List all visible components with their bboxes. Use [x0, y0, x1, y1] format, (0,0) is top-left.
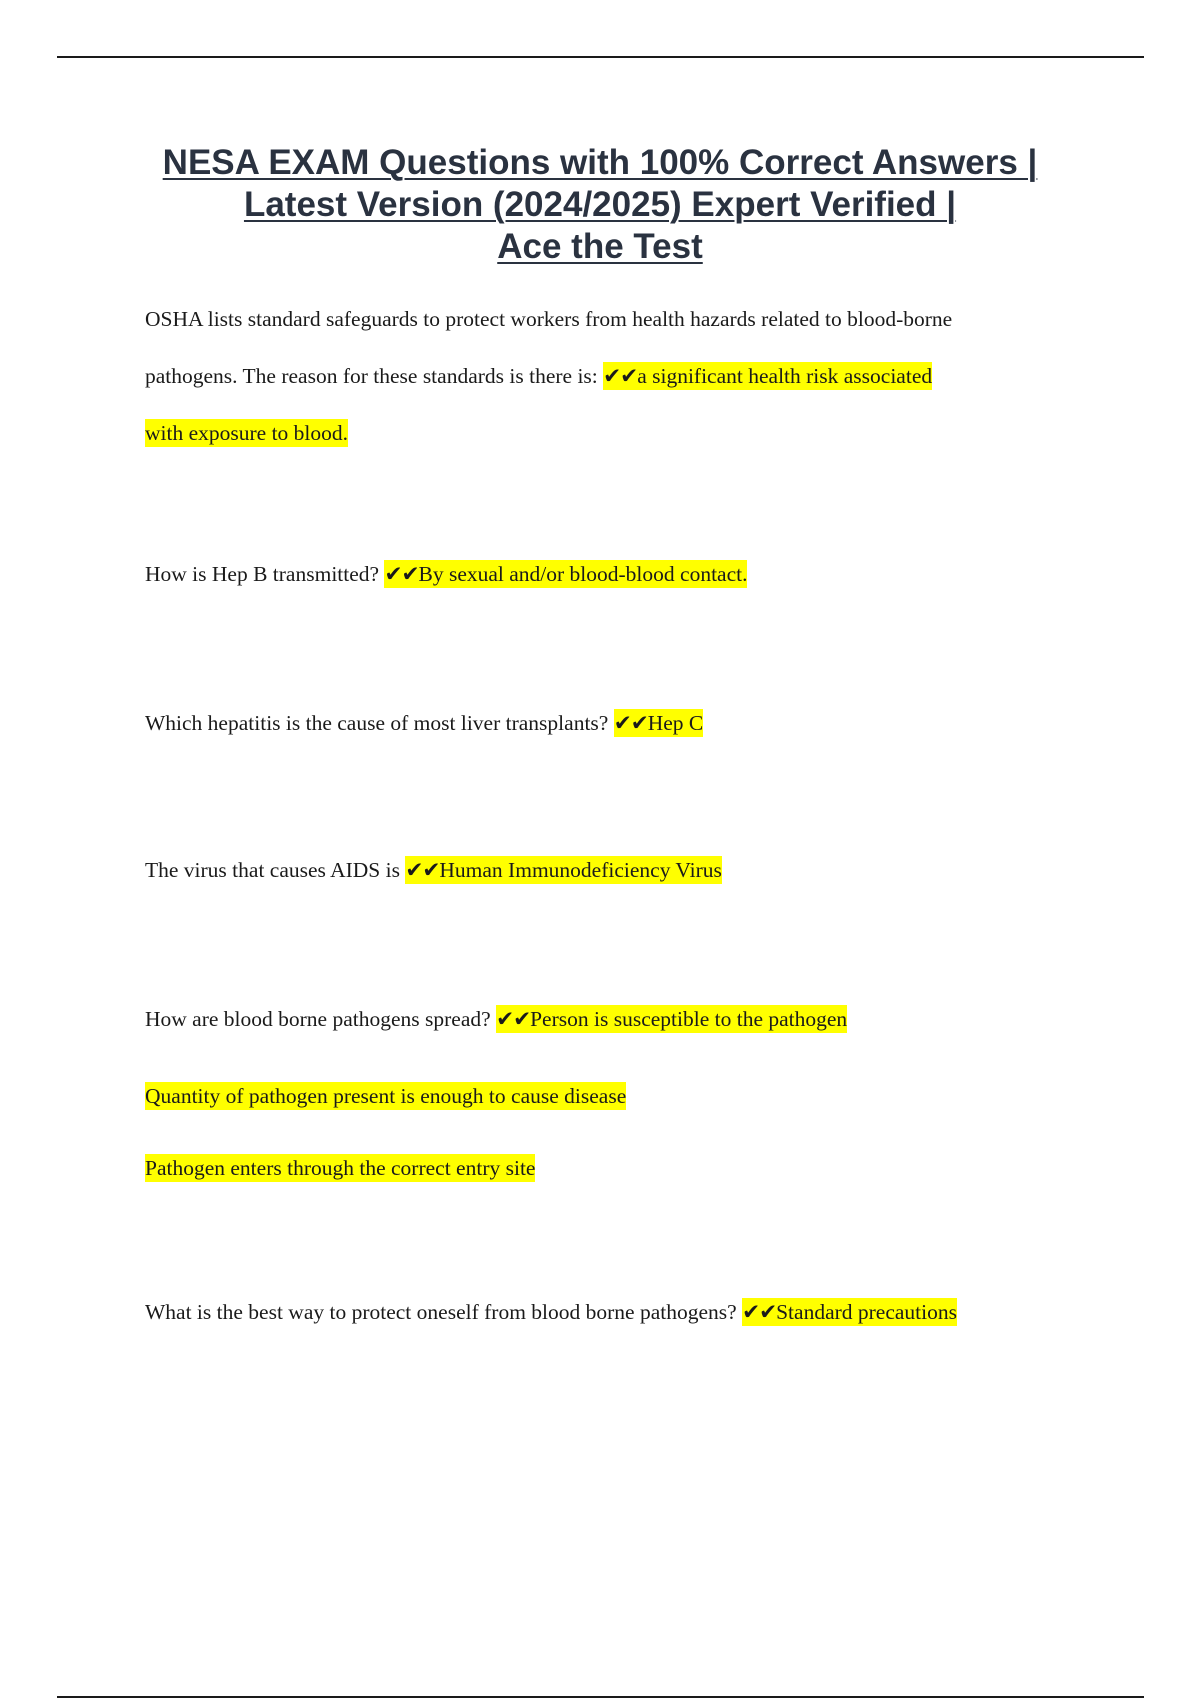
title-line-1: NESA EXAM Questions with 100% Correct Answers |	[162, 143, 1038, 182]
qa-item	[145, 1297, 1085, 1327]
qa-item	[145, 559, 1085, 589]
check-icon: ✔✔	[496, 1007, 531, 1031]
answer-text: Pathogen enters through the correct entry site	[145, 1156, 536, 1180]
check-icon: ✔✔	[742, 1300, 777, 1324]
answer-text: Standard precautions	[776, 1300, 957, 1324]
title-line-2: Latest Version (2024/2025) Expert Verified |	[243, 185, 957, 224]
question-line	[145, 708, 1085, 738]
answer-highlight	[614, 709, 704, 737]
question-line	[145, 361, 1085, 391]
answer-text: By sexual and/or blood-blood contact.	[418, 562, 748, 586]
answer-line	[145, 418, 1085, 448]
qa-item	[145, 304, 1085, 448]
question-text: OSHA lists standard safeguards to protect workers from health hazards related to blood-borne	[145, 307, 953, 331]
answer-highlight	[742, 1298, 957, 1326]
answer-line	[145, 1153, 1085, 1183]
answer-highlight	[496, 1005, 847, 1033]
answer-text: Quantity of pathogen present is enough to cause disease	[145, 1084, 627, 1108]
qa-item	[145, 855, 1085, 885]
question-line	[145, 855, 1085, 885]
top-rule	[57, 56, 1144, 58]
bottom-rule	[57, 1696, 1144, 1698]
question-line	[145, 1004, 1085, 1034]
title-line-3: Ace the Test	[497, 227, 703, 266]
answer-highlight	[384, 560, 747, 588]
answer-text: Human Immunodeficiency Virus	[439, 858, 722, 882]
check-icon: ✔✔	[603, 364, 638, 388]
qa-item	[145, 1004, 1085, 1183]
answer-highlight	[405, 856, 722, 884]
question-text: pathogens. The reason for these standards is there is:	[145, 364, 598, 388]
check-icon: ✔✔	[613, 711, 648, 735]
question-line	[145, 559, 1085, 589]
question-text: What is the best way to protect oneself from blood borne pathogens?	[145, 1300, 737, 1324]
answer-text: Person is susceptible to the pathogen	[530, 1007, 848, 1031]
check-icon: ✔✔	[405, 858, 440, 882]
answer-text: a significant health risk associated	[637, 364, 933, 388]
question-text: Which hepatitis is the cause of most liver transplants?	[145, 711, 609, 735]
question-text: How is Hep B transmitted?	[145, 562, 380, 586]
question-text: How are blood borne pathogens spread?	[145, 1007, 491, 1031]
page-title	[100, 142, 1100, 268]
answer-line	[145, 1081, 1085, 1111]
answer-highlight	[603, 362, 932, 390]
check-icon: ✔✔	[384, 562, 419, 586]
qa-item	[145, 708, 1085, 738]
question-line	[145, 1297, 1085, 1327]
question-text: The virus that causes AIDS is	[145, 858, 400, 882]
answer-text: with exposure to blood.	[145, 421, 349, 445]
answer-text: Hep C	[647, 711, 704, 735]
